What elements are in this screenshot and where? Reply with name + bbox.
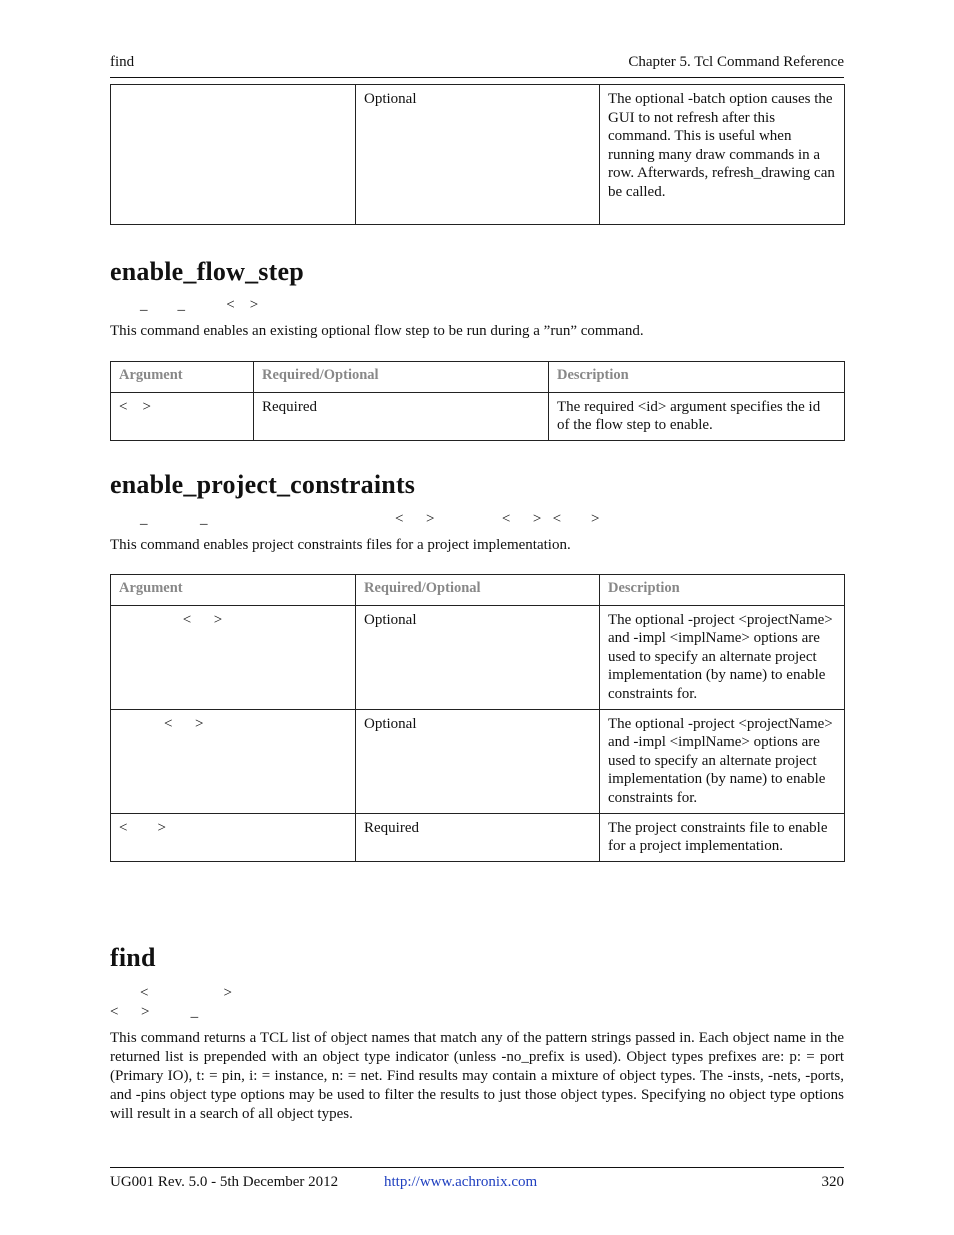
description-cell: The required <id> argument specifies the id of the flow step to enable. xyxy=(549,392,845,440)
argument-cell: < > xyxy=(111,392,254,440)
table-row xyxy=(111,605,845,709)
column-header-required: Required/Optional xyxy=(254,362,549,393)
description-cell: The project constraints file to enable for a project implementation. xyxy=(600,813,845,861)
command-description: This command enables project constraints files for a project implementation. xyxy=(110,537,571,553)
argument-cell: < > xyxy=(111,813,356,861)
command-signature-line-2: < > _ xyxy=(110,1004,199,1020)
table-row xyxy=(111,392,845,440)
header-rule xyxy=(110,77,844,78)
description-cell: The optional -project <projectName> and -impl <implName> options are used to specify an alternate project implementation (by name) to enable constraints for. xyxy=(600,709,845,813)
running-header xyxy=(110,54,844,74)
required-cell: Optional xyxy=(356,605,600,709)
table-row xyxy=(111,85,845,225)
required-cell: Required xyxy=(254,392,549,440)
batch-option-table xyxy=(110,84,845,225)
command-description: This command returns a TCL list of object names that match any of the pattern strings passed in. Each object name in the returned list is prepended with an object type indicator (unless -no_prefix is used). Object types prefixes are: p: = port (Primary IO), t: = pin, i: = instance, n: = net. Find results may contain a mixture of object types. The -insts, -nets, -ports, and -pins object type options may be used to filter the results to just those object types. Specifying no object type options will result in a search of all object types. xyxy=(110,1030,844,1122)
required-cell: Required xyxy=(356,813,600,861)
footer-rule xyxy=(110,1167,844,1168)
column-header-argument: Argument xyxy=(111,575,356,606)
section-title-find: find xyxy=(110,943,156,972)
table-row xyxy=(111,709,845,813)
table-header-row xyxy=(111,575,845,606)
table-row xyxy=(111,813,845,861)
argument-cell: < > xyxy=(111,605,356,709)
column-header-required: Required/Optional xyxy=(356,575,600,606)
enable-project-constraints-table xyxy=(110,574,845,862)
command-signature: _ _ < > xyxy=(110,297,259,313)
section-title-enable-flow-step: enable_flow_step xyxy=(110,257,304,286)
argument-cell: < > xyxy=(111,709,356,813)
enable-flow-step-table xyxy=(110,361,845,441)
column-header-description: Description xyxy=(600,575,845,606)
description-cell: The optional -project <projectName> and -impl <implName> options are used to specify an alternate project implementation (by name) to enable constraints for. xyxy=(600,605,845,709)
column-header-argument: Argument xyxy=(111,362,254,393)
command-signature-line-1: < > xyxy=(110,985,232,1001)
required-cell: Optional xyxy=(356,85,600,225)
command-signature: _ _ < > < > < > xyxy=(110,511,600,527)
section-title-enable-project-constraints: enable_project_constraints xyxy=(110,470,416,499)
required-cell: Optional xyxy=(356,709,600,813)
argument-cell xyxy=(111,85,356,225)
header-right: Chapter 5. Tcl Command Reference xyxy=(628,54,844,70)
command-description: This command enables an existing optional flow step to be run during a ”run” command. xyxy=(110,323,644,339)
column-header-description: Description xyxy=(549,362,845,393)
header-left: find xyxy=(110,54,135,70)
footer-website-link[interactable]: http://www.achronix.com xyxy=(384,1174,538,1190)
table-header-row xyxy=(111,362,845,393)
description-cell: The optional -batch option causes the GUI to not refresh after this command. This is useful when running many draw commands in a row. Afterwards, refresh_drawing can be called. xyxy=(600,85,845,225)
footer-document-revision: UG001 Rev. 5.0 - 5th December 2012 xyxy=(110,1174,339,1190)
page-number: 320 xyxy=(821,1174,844,1190)
